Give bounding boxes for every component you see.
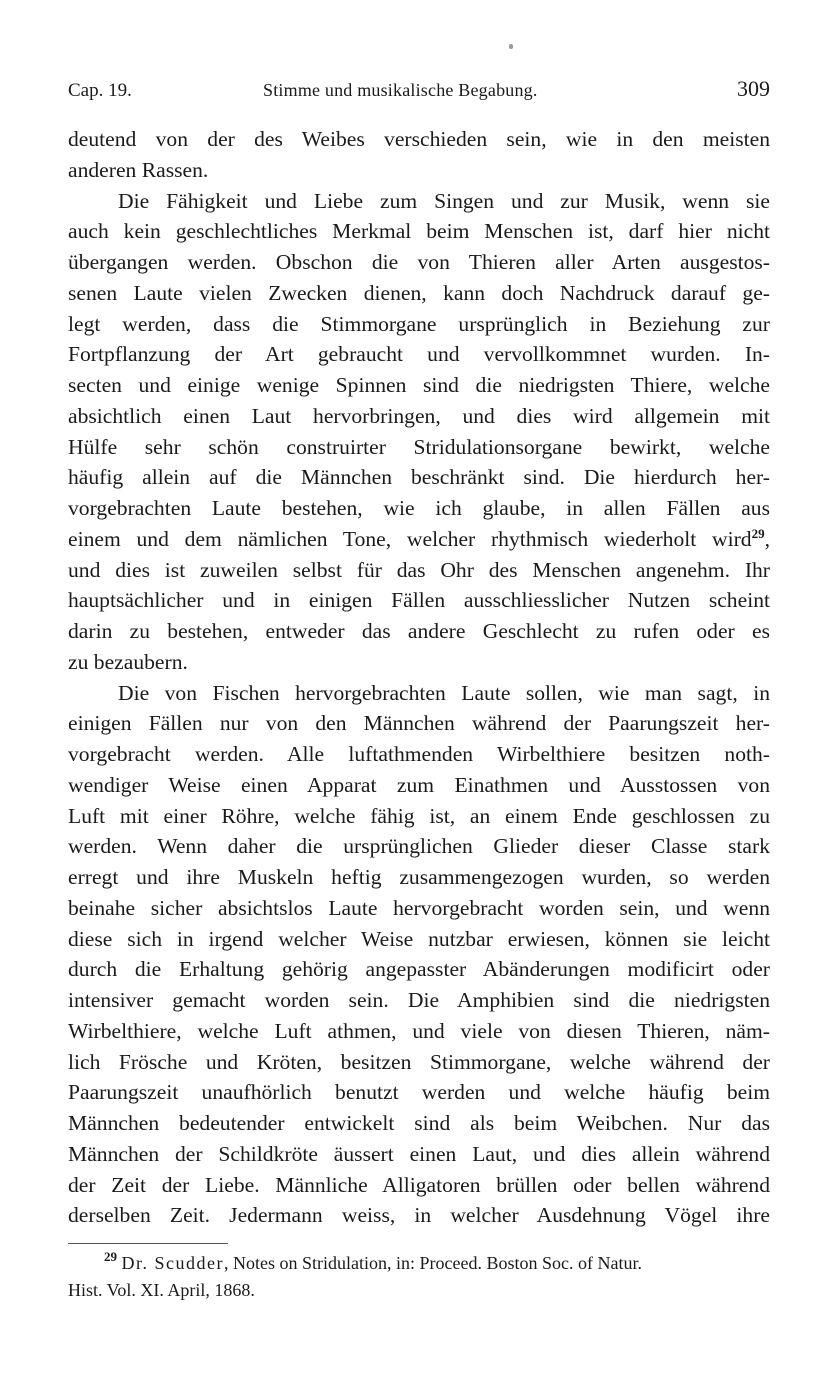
text-line: auch kein geschlechtliches Merkmal beim Menschen ist, darf hier nicht <box>68 219 770 244</box>
footnote-rule <box>68 1243 228 1244</box>
text-line: deutend von der des Weibes verschieden sein, wie in den meisten <box>68 127 770 151</box>
text-line: wendiger Weise einen Apparat zum Einathmen und Ausstossen von <box>68 772 770 797</box>
text-line: diese sich in irgend welcher Weise nutzbar erwiesen, können sie leicht <box>68 926 770 951</box>
footnote-number: 29 <box>104 1249 117 1264</box>
running-header <box>68 76 770 106</box>
running-title: Stimme und musikalische Begabung. <box>263 80 538 100</box>
footnote-ref-punctuation: , <box>764 526 770 551</box>
text-line-with-footnote-ref <box>68 524 770 555</box>
text-line: werden. Wenn daher die ursprünglichen Glieder dieser Classe stark <box>68 834 770 859</box>
text-line: zu bezaubern. <box>68 649 188 674</box>
footnote-line <box>68 1250 770 1277</box>
text-line-content: einem und dem nämlichen Tone, welcher rhythmisch wiederholt wird <box>68 526 752 551</box>
text-line: übergangen werden. Obschon die von Thieren aller Arten ausgestos- <box>68 250 770 274</box>
text-line: Männchen bedeutender entwickelt sind als beim Weibchen. Nur das <box>68 1111 770 1135</box>
text-line: Paarungszeit unaufhörlich benutzt werden und welche häufig beim <box>68 1080 770 1105</box>
footnote-reference[interactable]: 29 <box>751 525 765 541</box>
text-line: und dies ist zuweilen selbst für das Ohr des Menschen angenehm. Ihr <box>68 557 770 582</box>
text-line: vorgebrachten Laute bestehen, wie ich glaube, in allen Fällen aus <box>68 496 770 520</box>
text-line: anderen Rassen. <box>68 157 209 182</box>
chapter-label: Cap. 19. <box>68 80 132 101</box>
text-line: Wirbelthiere, welche Luft athmen, und viele von diesen Thieren, näm- <box>68 1018 770 1043</box>
text-line: senen Laute vielen Zwecken dienen, kann doch Nachdruck darauf ge- <box>68 280 770 305</box>
paper-speck <box>509 44 513 49</box>
footnote-citation: , Notes on Stridulation, in: Proceed. Boston Soc. of Natur. <box>223 1253 642 1273</box>
text-line: Luft mit einer Röhre, welche fähig ist, an einem Ende geschlossen zu <box>68 803 770 828</box>
text-line: Die von Fischen hervorgebrachten Laute sollen, wie man sagt, in <box>118 680 770 705</box>
page-number: 309 <box>737 76 770 101</box>
text-line: legt werden, dass die Stimmorgane ursprünglich in Beziehung zur <box>68 311 770 336</box>
text-line: einigen Fällen nur von den Männchen während der Paarungszeit her- <box>68 711 770 736</box>
text-line: hauptsächlicher und in einigen Fällen ausschliesslicher Nutzen scheint <box>68 588 770 613</box>
footnote-line: Hist. Vol. XI. April, 1868. <box>68 1280 255 1300</box>
footnote-author: Dr. Scudder <box>121 1253 224 1273</box>
body-text <box>68 124 770 1231</box>
text-line: Die Fähigkeit und Liebe zum Singen und zur Musik, wenn sie <box>118 188 770 213</box>
text-line: der Zeit der Liebe. Männliche Alligatoren brüllen oder bellen während <box>68 1172 770 1197</box>
text-line: beinahe sicher absichtslos Laute hervorgebracht worden sein, und wenn <box>68 895 770 920</box>
text-line: lich Frösche und Kröten, besitzen Stimmorgane, welche während der <box>68 1049 770 1074</box>
text-line: erregt und ihre Muskeln heftig zusammengezogen wurden, so werden <box>68 865 770 889</box>
text-line: häufig allein auf die Männchen beschränkt sind. Die hierdurch her- <box>68 465 770 490</box>
text-line: Hülfe sehr schön construirter Stridulationsorgane bewirkt, welche <box>68 434 770 459</box>
text-line: vorgebracht werden. Alle luftathmenden Wirbelthiere besitzen noth- <box>68 742 770 766</box>
text-line: durch die Erhaltung gehörig angepasster Abänderungen modificirt oder <box>68 957 770 982</box>
text-line: absichtlich einen Laut hervorbringen, und dies wird allgemein mit <box>68 403 770 428</box>
text-line: secten und einige wenige Spinnen sind die niedrigsten Thiere, welche <box>68 373 770 397</box>
text-line: derselben Zeit. Jedermann weiss, in welcher Ausdehnung Vögel ihre <box>68 1203 770 1228</box>
text-line: Männchen der Schildkröte äussert einen Laut, und dies allein während <box>68 1141 770 1166</box>
footnote <box>68 1250 770 1304</box>
text-line: Fortpflanzung der Art gebraucht und vervollkommnet wurden. In- <box>68 342 770 367</box>
text-line: darin zu bestehen, entweder das andere Geschlecht zu rufen oder es <box>68 619 770 643</box>
text-line: intensiver gemacht worden sein. Die Amphibien sind die niedrigsten <box>68 988 770 1012</box>
